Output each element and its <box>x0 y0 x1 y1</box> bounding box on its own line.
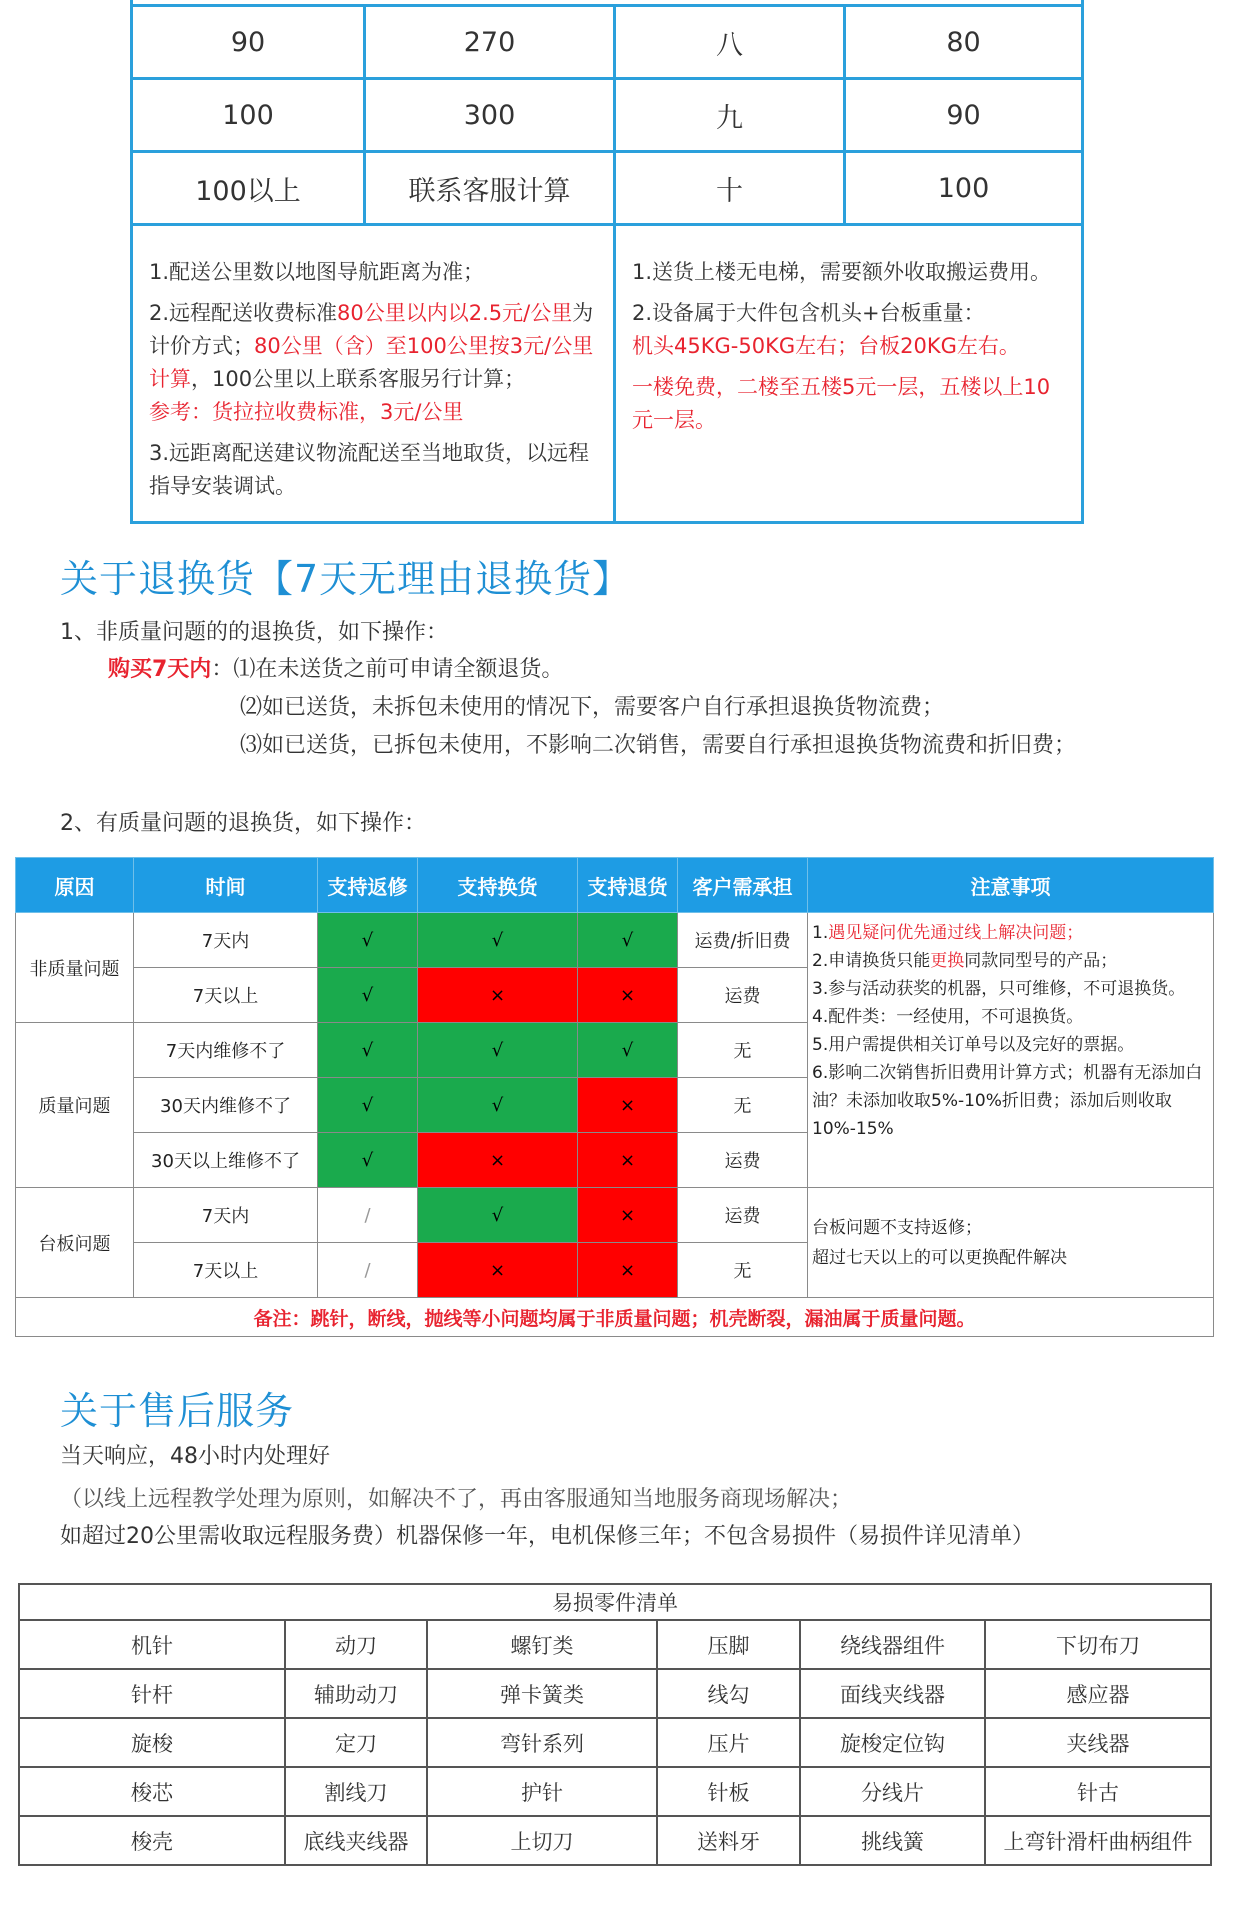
part-cell: 压片 <box>657 1718 800 1767</box>
table-row <box>133 77 1081 150</box>
cross-cell: × <box>418 968 578 1023</box>
check-cell: √ <box>318 1023 418 1078</box>
wear-parts-table <box>18 1583 1212 1866</box>
part-cell: 定刀 <box>285 1718 427 1767</box>
part-cell: 绕线器组件 <box>800 1620 985 1669</box>
bear-cell: 无 <box>678 1023 808 1078</box>
returns-line-2: 2、有质量问题的退换货，如下操作： <box>60 811 426 836</box>
cross-cell: × <box>578 1188 678 1243</box>
note-line: 1.配送公里数以地图导航距离为准； <box>149 260 485 284</box>
part-cell: 辅助动刀 <box>285 1669 427 1718</box>
cross-cell: × <box>578 1078 678 1133</box>
distance-notes <box>133 226 613 521</box>
time-cell: 7天以上 <box>134 1243 318 1298</box>
part-cell: 上弯针滑杆曲柄组件 <box>985 1816 1211 1865</box>
na-cell: / <box>318 1188 418 1243</box>
check-cell: √ <box>318 1133 418 1188</box>
parts-table-title: 易损零件清单 <box>19 1584 1211 1620</box>
header-cell: 时间 <box>134 858 318 913</box>
table-cell: 80 <box>843 7 1081 77</box>
table-row <box>19 1620 1211 1669</box>
table-cell: 270 <box>363 7 613 77</box>
check-cell: √ <box>418 1188 578 1243</box>
part-cell: 机针 <box>19 1620 285 1669</box>
bear-cell: 运费/折旧费 <box>678 913 808 968</box>
part-cell: 旋梭 <box>19 1718 285 1767</box>
stairs-notes <box>613 226 1081 521</box>
return-policy-table <box>15 857 1214 1337</box>
after-sales-title: 关于售后服务 <box>60 1389 295 1433</box>
table-row <box>16 913 1214 968</box>
part-cell: 梭芯 <box>19 1767 285 1816</box>
returns-item-1: 购买7天内：⑴在未送货之前可申请全额退货。 <box>108 657 564 682</box>
na-cell: / <box>318 1243 418 1298</box>
time-cell: 30天内维修不了 <box>134 1078 318 1133</box>
table-cell: 九 <box>613 80 843 150</box>
table-row <box>19 1816 1211 1865</box>
check-cell: √ <box>318 968 418 1023</box>
table-row <box>19 1767 1211 1816</box>
part-cell: 压脚 <box>657 1620 800 1669</box>
time-cell: 30天以上维修不了 <box>134 1133 318 1188</box>
group-cell: 台板问题 <box>16 1188 134 1298</box>
table-row <box>19 1718 1211 1767</box>
part-cell: 护针 <box>427 1767 657 1816</box>
time-cell: 7天以上 <box>134 968 318 1023</box>
part-cell: 送料牙 <box>657 1816 800 1865</box>
part-cell: 动刀 <box>285 1620 427 1669</box>
table-cell: 100 <box>222 99 274 131</box>
part-cell: 底线夹线器 <box>285 1816 427 1865</box>
header-cell: 支持换货 <box>418 858 578 913</box>
table-cell: 90 <box>843 80 1081 150</box>
time-cell: 7天内 <box>134 913 318 968</box>
header-cell: 支持返修 <box>318 858 418 913</box>
returns-title: 关于退换货【7天无理由退换货】 <box>60 557 632 601</box>
returns-item-3: ⑶如已送货，已拆包未使用，不影响二次销售，需要自行承担退换货物流费和折旧费； <box>240 733 1077 758</box>
cross-cell: × <box>578 1243 678 1298</box>
part-cell: 感应器 <box>985 1669 1211 1718</box>
table-cell: 90 <box>230 26 266 58</box>
table-header-row <box>16 858 1214 913</box>
check-cell: √ <box>578 1023 678 1078</box>
after-sales-line-1: 当天响应，48小时内处理好 <box>60 1444 330 1469</box>
table-cell: 十 <box>613 153 843 223</box>
after-sales-line-3: 如超过20公里需收取远程服务费）机器保修一年，电机保修三年；不包含易损件（易损件详见清单） <box>60 1524 1034 1549</box>
cross-cell: × <box>578 968 678 1023</box>
table-title-row <box>19 1584 1211 1620</box>
table-row <box>133 4 1081 77</box>
table-row <box>133 150 1081 223</box>
part-cell: 弯针系列 <box>427 1718 657 1767</box>
part-cell: 旋梭定位钩 <box>800 1718 985 1767</box>
note-line: 一楼免费，二楼至五楼5元一层，五楼以上10元一层。 <box>632 375 1051 432</box>
table-cell: 100以上 <box>195 175 301 207</box>
check-cell: √ <box>418 1023 578 1078</box>
bear-cell: 运费 <box>678 968 808 1023</box>
part-cell: 线勾 <box>657 1669 800 1718</box>
check-cell: √ <box>418 1078 578 1133</box>
note-line: 1.送货上楼无电梯，需要额外收取搬运费用。 <box>632 260 1052 284</box>
bear-cell: 无 <box>678 1243 808 1298</box>
note-line: 2.设备属于大件包含机头+台板重量： 机头45KG-50KG左右；台板20KG左右。 <box>632 301 1020 358</box>
table-cell: 联系客服计算 <box>363 153 613 223</box>
part-cell: 弹卡簧类 <box>427 1669 657 1718</box>
return-notes: 1.遇见疑问优先通过线上解决问题； 2.申请换货只能更换同款同型号的产品； 3.参与活动获奖的机器，只可维修，不可退换货。 4.配件类：一经使用，不可退换货。 5.用户需提供相关订单号以及完好的票据。 6.影响二次销售折旧费用计算方式；机器有无添加白油？未添加收取5%-10%折旧费；添加后则收取10%-15% <box>808 913 1214 1188</box>
part-cell: 夹线器 <box>985 1718 1211 1767</box>
remark-text: 备注：跳针，断线，抛线等小问题均属于非质量问题；机壳断裂，漏油属于质量问题。 <box>16 1298 1214 1337</box>
part-cell: 螺钉类 <box>427 1620 657 1669</box>
returns-item-2: ⑵如已送货，未拆包未使用的情况下，需要客户自行承担退换货物流费； <box>240 695 945 720</box>
header-cell: 支持退货 <box>578 858 678 913</box>
group-cell: 质量问题 <box>16 1023 134 1188</box>
part-cell: 针古 <box>985 1767 1211 1816</box>
part-cell: 针杆 <box>19 1669 285 1718</box>
cross-cell: × <box>418 1243 578 1298</box>
part-cell: 上切刀 <box>427 1816 657 1865</box>
table-cell: 八 <box>613 7 843 77</box>
remark-row <box>16 1298 1214 1337</box>
check-cell: √ <box>318 1078 418 1133</box>
check-cell: √ <box>578 913 678 968</box>
table-row <box>16 1188 1214 1243</box>
part-cell: 面线夹线器 <box>800 1669 985 1718</box>
part-cell: 针板 <box>657 1767 800 1816</box>
returns-line-1: 1、非质量问题的的退换货，如下操作： <box>60 620 448 645</box>
part-cell: 割线刀 <box>285 1767 427 1816</box>
table-cell: 100 <box>843 153 1081 223</box>
part-cell: 下切布刀 <box>985 1620 1211 1669</box>
check-cell: √ <box>418 913 578 968</box>
delivery-notes-row <box>133 223 1081 521</box>
header-cell: 客户需承担 <box>678 858 808 913</box>
delivery-fee-table <box>130 0 1084 524</box>
part-cell: 分线片 <box>800 1767 985 1816</box>
cross-cell: × <box>578 1133 678 1188</box>
part-cell: 梭壳 <box>19 1816 285 1865</box>
bear-cell: 无 <box>678 1078 808 1133</box>
group-cell: 非质量问题 <box>16 913 134 1023</box>
part-cell: 挑线簧 <box>800 1816 985 1865</box>
time-cell: 7天内维修不了 <box>134 1023 318 1078</box>
check-cell: √ <box>318 913 418 968</box>
after-sales-line-2: （以线上远程教学处理为原则，如解决不了，再由客服通知当地服务商现场解决； <box>60 1487 853 1512</box>
cross-cell: × <box>418 1133 578 1188</box>
header-cell: 原因 <box>16 858 134 913</box>
bear-cell: 运费 <box>678 1188 808 1243</box>
header-cell: 注意事项 <box>808 858 1214 913</box>
note-line: 2.远程配送收费标准80公里以内以2.5元/公里为计价方式；80公里（含）至100公里按3元/公里计算，100公里以上联系客服另行计算； 参考：货拉拉收费标准，3元/公里 <box>149 301 594 424</box>
note-line: 3.远距离配送建议物流配送至当地取货，以远程指导安装调试。 <box>149 441 590 498</box>
board-notes: 台板问题不支持返修； 超过七天以上的可以更换配件解决 <box>808 1188 1214 1298</box>
time-cell: 7天内 <box>134 1188 318 1243</box>
table-row <box>19 1669 1211 1718</box>
table-cell: 300 <box>363 80 613 150</box>
bear-cell: 运费 <box>678 1133 808 1188</box>
